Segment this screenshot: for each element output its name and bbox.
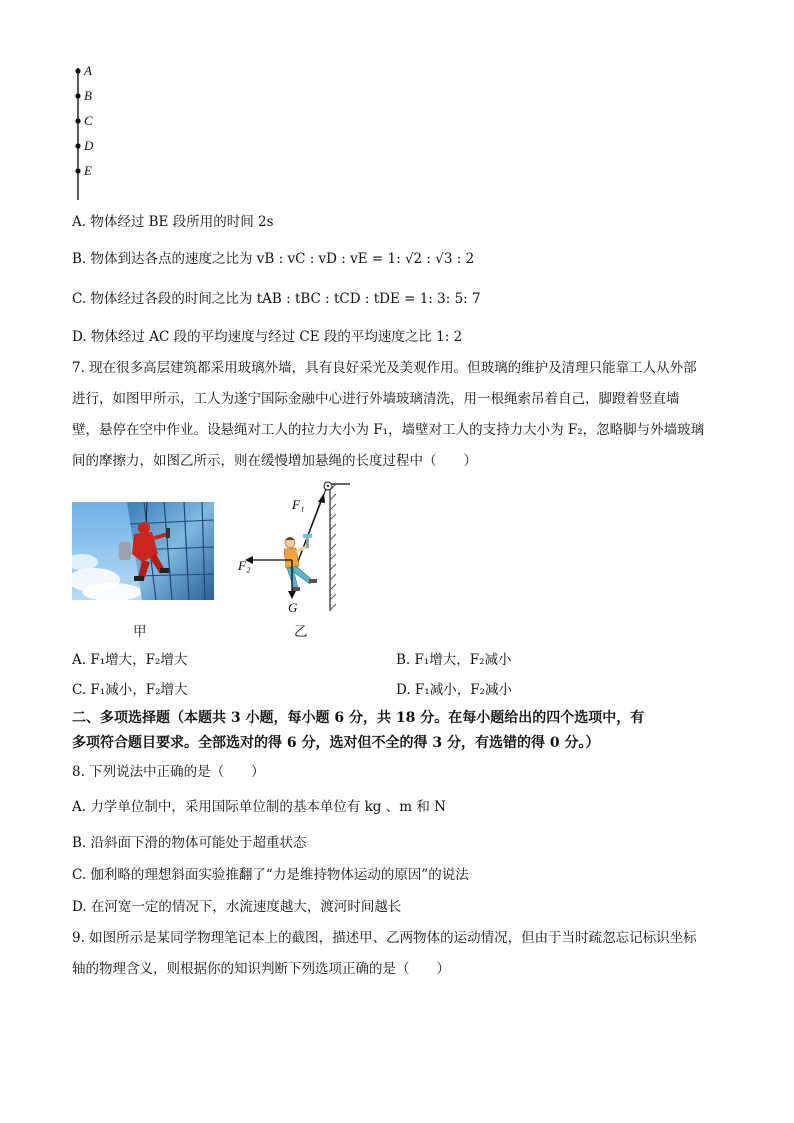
point-a-dot [75,68,80,73]
q9-stem-line-2: 轴的物理含义，则根据你的知识判断下列选项正确的是（ ） [72,961,450,977]
q7-option-b: B. F₁增大，F₂减小 [396,652,512,668]
point-label-b: B [84,88,92,103]
q7-option-d: D. F₁减小，F₂减小 [396,682,512,698]
q7-stem-line-2: 进行，如图甲所示，工人为遂宁国际金融中心进行外墙玻璃清洗，用一根绳索吊着自己，脚蹬着竖直墙 [72,391,680,407]
q8-option-d: D. 在河宽一定的情况下，水流速度越大，渡河时间越长 [72,899,402,915]
q7-option-a: A. F₁增大，F₂增大 [72,652,188,668]
q8-option-c: C. 伽利略的理想斜面实验推翻了“力是维持物体运动的原因”的说法 [72,867,469,883]
point-e-dot [75,168,80,173]
g-label: G [288,600,298,615]
point-b-dot [75,93,80,98]
q7-stem-line-4: 间的摩擦力，如图乙所示，则在缓慢增加悬绳的长度过程中（ ） [72,453,477,469]
point-label-c: C [84,113,93,128]
q6-option-c: C. 物体经过各段的时间之比为 tAB : tBC : tCD : tDE = 1: 3: 5: 7 [72,291,481,307]
q7-option-c: C. F₁减小，F₂增大 [72,682,188,698]
q7-stem-line-1: 7. 现在很多高层建筑都采用玻璃外墙，具有良好采光及美观作用。但玻璃的维护及清理只能靠工人从外部 [72,360,697,376]
figure-jia-caption: 甲 [133,624,147,640]
q6-option-d: D. 物体经过 AC 段的平均速度与经过 CE 段的平均速度之比 1: 2 [72,329,463,345]
figure-yi-caption: 乙 [294,624,308,640]
q6-option-a: A. 物体经过 BE 段所用的时间 2s [72,214,274,230]
q8-option-a: A. 力学单位制中，采用国际单位制的基本单位有 kg 、m 和 N [72,799,446,815]
points-line-figure [70,60,120,205]
wall-hatching [330,484,336,610]
f2-label: F₂ [238,558,251,573]
point-label-d: D [84,138,94,153]
section-2-heading-line-1: 二、多项选择题（本题共 3 小题，每小题 6 分，共 18 分。在每小题给出的四个选项中，有 [72,710,645,726]
q7-stem-line-3: 壁，悬停在空中作业。设悬绳对工人的拉力大小为 F₁，墙壁对工人的支持力大小为 F₂，忽略脚与外墙玻璃 [72,422,705,438]
worker-figure [284,534,317,591]
f1-label: F₁ [292,497,305,512]
force-diagram [230,476,355,616]
q8-option-b: B. 沿斜面下滑的物体可能处于超重状态 [72,835,307,851]
window-cleaner-photo [72,502,214,600]
point-label-a: A [84,63,92,78]
q6-option-b: B. 物体到达各点的速度之比为 vB : vC : vD : vE = 1: √2 : √3 : 2 [72,251,475,267]
point-d-dot [75,143,80,148]
q8-stem: 8. 下列说法中正确的是（ ） [72,764,265,780]
point-label-e: E [84,163,92,178]
point-c-dot [75,118,80,123]
q9-stem-line-1: 9. 如图所示是某同学物理笔记本上的截图，描述甲、乙两物体的运动情况，但由于当时疏忽忘记标识坐标 [72,930,697,946]
section-2-heading-line-2: 多项符合题目要求。全部选对的得 6 分，选对但不全的得 3 分，有选错的得 0 分。） [72,735,600,751]
